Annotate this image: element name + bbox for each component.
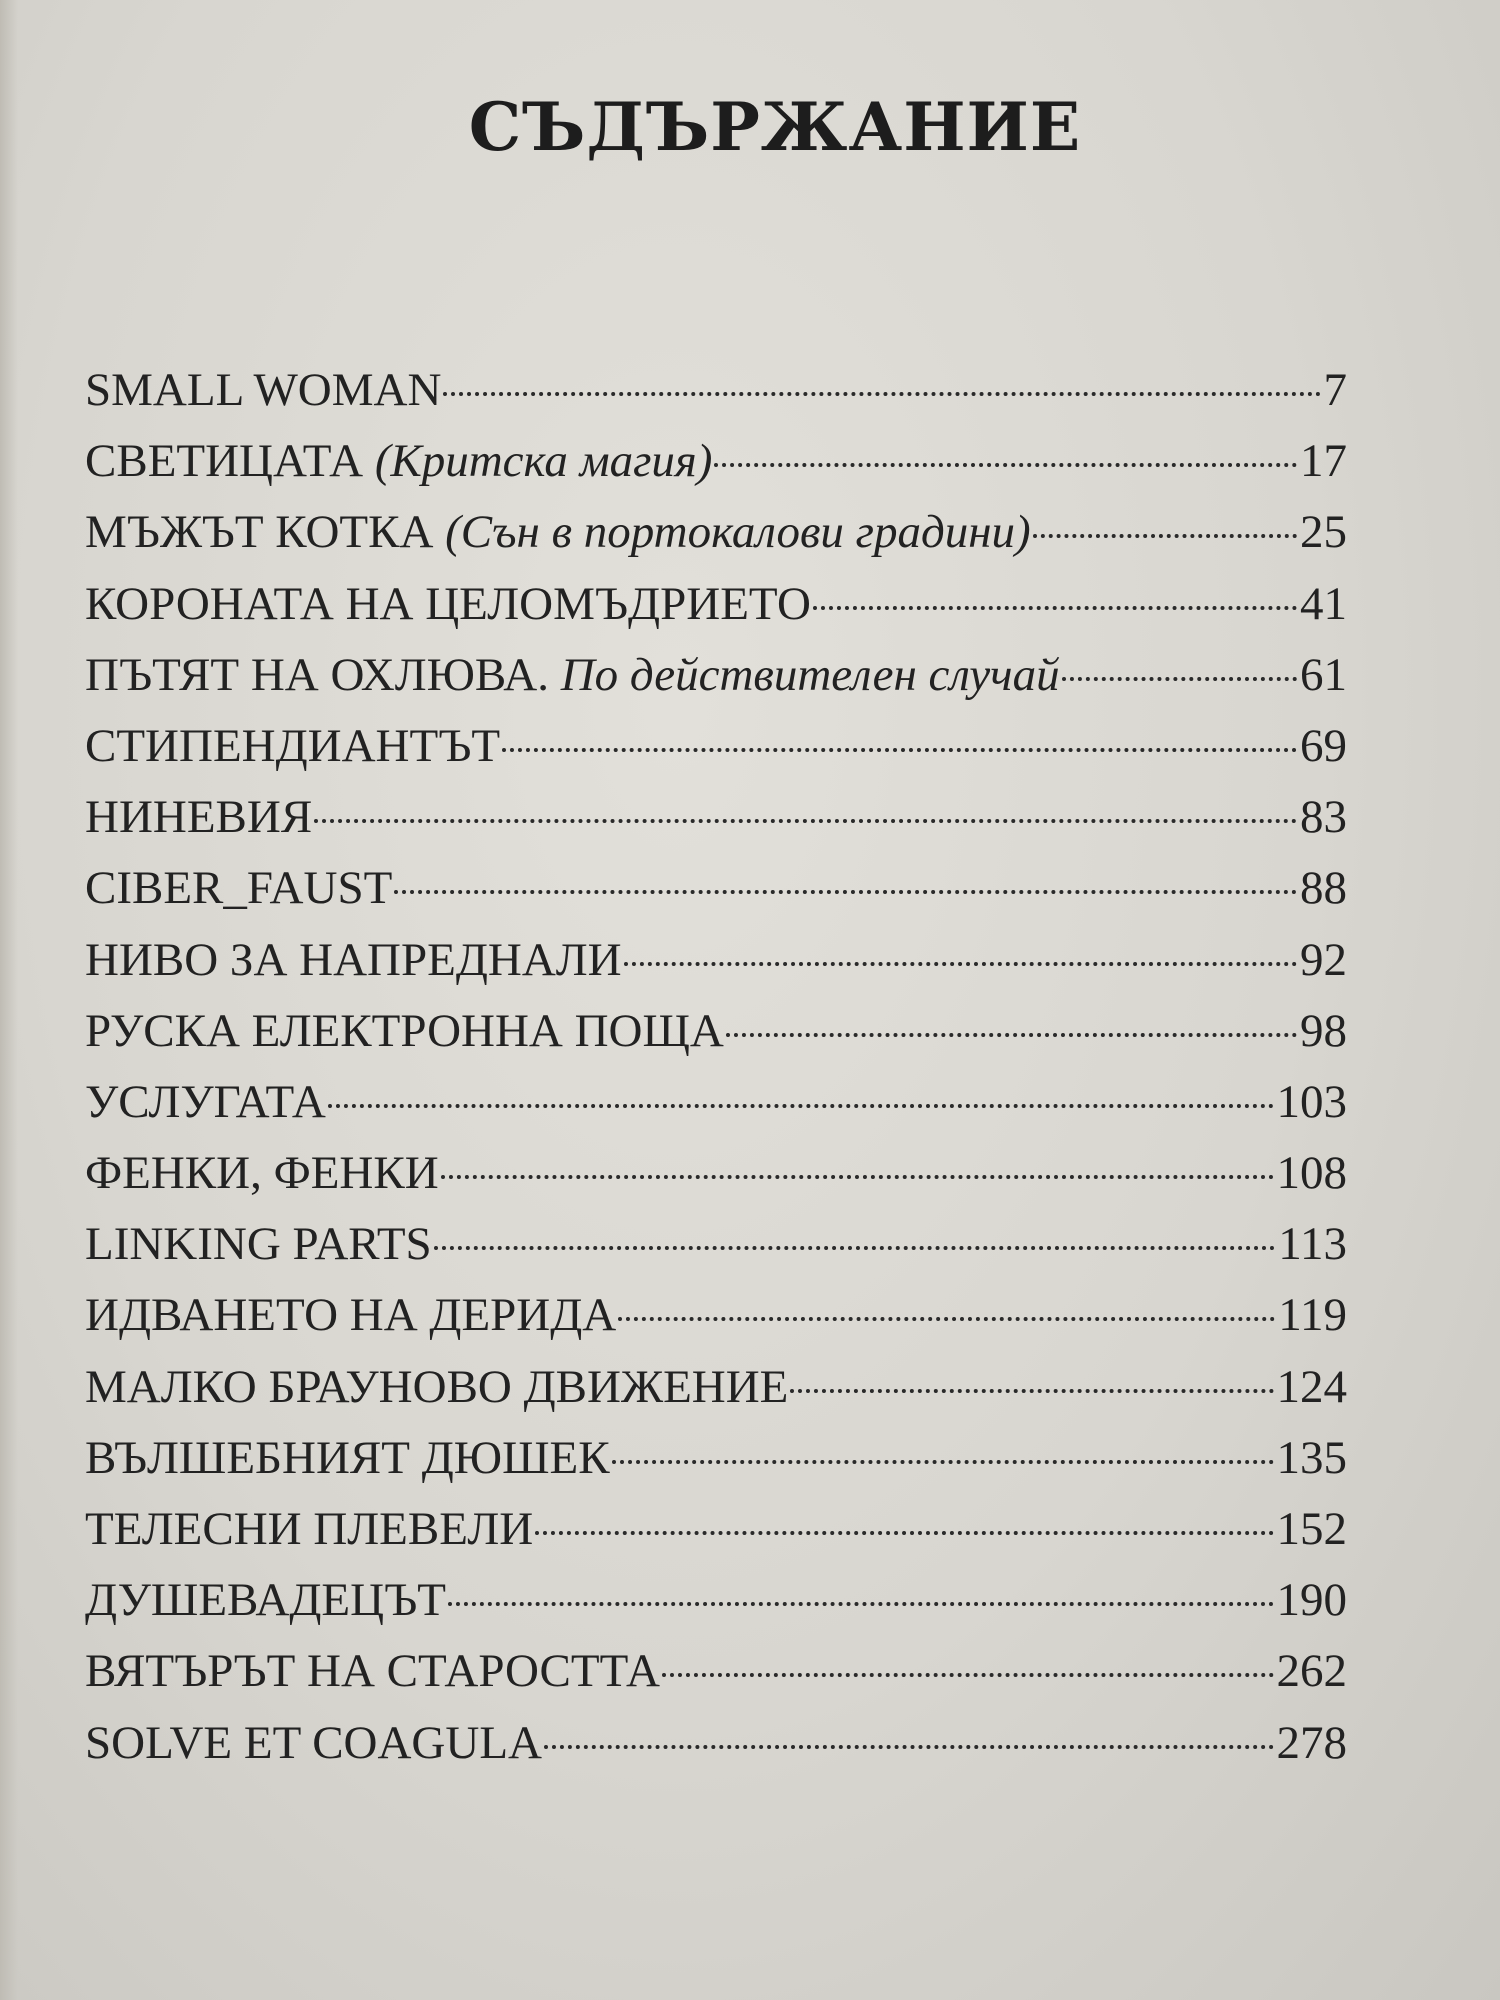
dot-leader [314, 819, 1297, 823]
toc-entry [85, 1423, 1347, 1494]
entry-title [85, 1708, 542, 1779]
toc-entry [85, 1565, 1347, 1636]
dot-leader [790, 1389, 1273, 1393]
page-number: 135 [1276, 1431, 1347, 1484]
entry-title [85, 1209, 432, 1280]
dot-leader [1033, 534, 1297, 538]
page-number: 190 [1276, 1574, 1347, 1627]
toc-entry [85, 1067, 1347, 1138]
entry-title [85, 355, 441, 426]
entry-title [85, 1352, 788, 1423]
dot-leader [502, 748, 1297, 752]
page-number: 103 [1276, 1075, 1347, 1128]
entry-subtitle: (Сън в портокалови градини) [445, 506, 1031, 559]
page-number: 262 [1276, 1645, 1347, 1698]
toc-entry [85, 1138, 1347, 1209]
page-number: 83 [1300, 791, 1347, 844]
entry-title-text: СТИПЕНДИАНТЪТ [85, 719, 501, 772]
dot-leader [813, 606, 1297, 610]
entry-title-text: НИВО ЗА НАПРЕДНАЛИ [85, 933, 622, 986]
entry-title-text: МАЛКО БРАУНОВО ДВИЖЕНИЕ [85, 1360, 789, 1413]
toc-entry [85, 1209, 1347, 1280]
toc-entry [85, 355, 1347, 426]
page-title: СЪДЪРЖАНИЕ [468, 88, 1082, 166]
entry-title-text: ПЪТЯТ НА ОХЛЮВА. [85, 648, 561, 701]
entry-title-text: CIBER_FAUST [85, 862, 393, 915]
dot-leader [624, 962, 1297, 966]
entry-title [85, 853, 392, 924]
page-number: 41 [1300, 577, 1347, 630]
toc-entry [85, 1494, 1347, 1565]
toc-entry [85, 853, 1347, 924]
page-number: 152 [1276, 1503, 1347, 1555]
toc-entry [85, 426, 1347, 497]
toc-entry [85, 569, 1347, 640]
page-number: 61 [1300, 648, 1347, 701]
entry-title-text: SOLVE ET COAGULA [85, 1716, 542, 1769]
toc-entry [85, 996, 1347, 1067]
entry-title-text: СВЕТИЦАТА [85, 435, 375, 488]
dot-leader [544, 1745, 1274, 1749]
dot-leader [1062, 677, 1297, 681]
entry-subtitle: (Критска магия) [374, 435, 713, 488]
toc-entry [85, 640, 1347, 711]
entry-title-text: ФЕНКИ, ФЕНКИ [85, 1147, 439, 1200]
table-of-contents [85, 355, 1347, 1779]
entry-title [85, 1423, 610, 1494]
entry-title [85, 426, 712, 497]
entry-title [85, 996, 724, 1067]
entry-title [85, 640, 1060, 711]
page-edge-shadow [0, 0, 18, 2000]
toc-entry [85, 1352, 1347, 1423]
page-number: 88 [1300, 862, 1347, 915]
entry-title [85, 925, 622, 996]
entry-subtitle: По действителен случай [560, 648, 1060, 701]
entry-title-text: ТЕЛЕСНИ ПЛЕВЕЛИ [85, 1503, 534, 1555]
entry-title-text: КОРОНАТА НА ЦЕЛОМЪДРИЕТО [85, 577, 811, 630]
entry-title-text: МЪЖЪТ КОТКА [85, 506, 446, 559]
dot-leader [443, 392, 1320, 396]
entry-title [85, 1280, 616, 1351]
dot-leader [441, 1175, 1274, 1179]
entry-title-text: ДУШЕВАДЕЦЪТ [85, 1574, 446, 1627]
page-number: 113 [1278, 1218, 1347, 1271]
dot-leader [434, 1246, 1276, 1250]
dot-leader [618, 1317, 1275, 1321]
entry-title [85, 1565, 446, 1636]
dot-leader [726, 1033, 1297, 1037]
page-number: 17 [1300, 435, 1347, 488]
page-number: 25 [1300, 506, 1347, 559]
dot-leader [535, 1531, 1273, 1535]
entry-title [85, 1494, 533, 1565]
page-number: 92 [1300, 933, 1347, 986]
page-number: 124 [1276, 1360, 1347, 1413]
entry-title [85, 711, 500, 782]
page-number: 119 [1278, 1289, 1347, 1342]
page-number: 69 [1300, 719, 1347, 772]
entry-title-text: УСЛУГАТА [85, 1075, 326, 1128]
page-number: 278 [1276, 1716, 1347, 1769]
toc-entry [85, 925, 1347, 996]
dot-leader [448, 1602, 1274, 1606]
entry-title-text: ВЪЛШЕБНИЯТ ДЮШЕК [85, 1431, 610, 1484]
entry-title [85, 1067, 326, 1138]
toc-entry [85, 1708, 1347, 1779]
toc-entry [85, 711, 1347, 782]
entry-title [85, 497, 1031, 568]
entry-title [85, 782, 312, 853]
entry-title-text: LINKING PARTS [85, 1218, 432, 1271]
toc-entry [85, 782, 1347, 853]
entry-title-text: SMALL WOMAN [85, 364, 442, 416]
entry-title-text: ИДВАНЕТО НА ДЕРИДА [85, 1289, 617, 1342]
dot-leader [612, 1460, 1274, 1464]
dot-leader [328, 1104, 1274, 1108]
page-number: 7 [1323, 364, 1347, 416]
page-number: 98 [1300, 1004, 1347, 1057]
toc-entry [85, 497, 1347, 568]
entry-title [85, 1138, 439, 1209]
page-number: 108 [1276, 1147, 1347, 1200]
entry-title-text: НИНЕВИЯ [85, 791, 313, 844]
entry-title [85, 1636, 660, 1707]
dot-leader [394, 890, 1297, 894]
toc-entry [85, 1280, 1347, 1351]
entry-title [85, 569, 811, 640]
dot-leader [662, 1673, 1274, 1677]
entry-title-text: ВЯТЪРЪТ НА СТАРОСТТА [85, 1645, 660, 1698]
entry-title-text: РУСКА ЕЛЕКТРОННА ПОЩА [85, 1004, 724, 1057]
toc-entry [85, 1636, 1347, 1707]
dot-leader [714, 463, 1297, 467]
